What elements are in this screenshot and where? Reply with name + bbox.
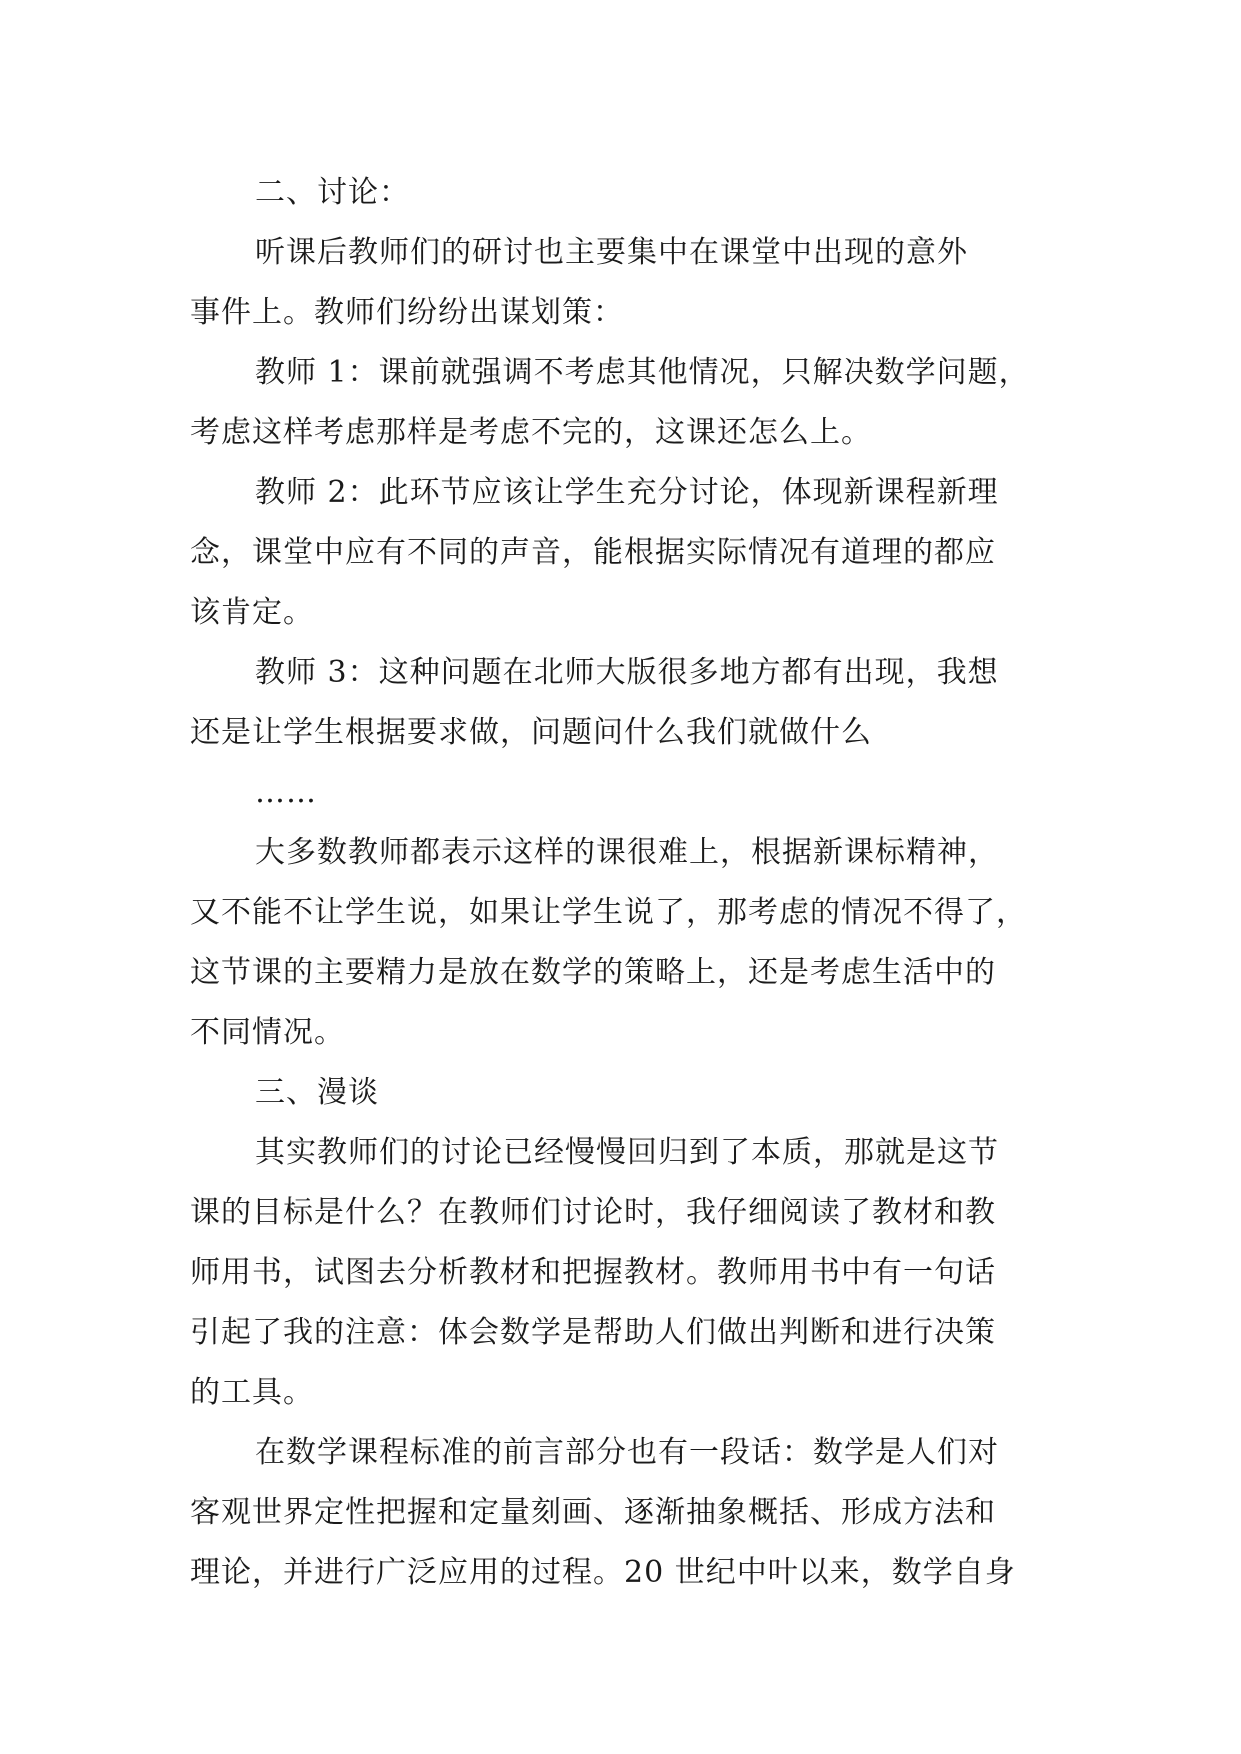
paragraph-line: 其实教师们的讨论已经慢慢回归到了本质，那就是这节	[255, 1135, 999, 1170]
paragraph-line: 的工具。	[190, 1375, 314, 1410]
paragraph-line: 课的目标是什么？在教师们讨论时，我仔细阅读了教材和教	[190, 1195, 996, 1230]
paragraph-line: 师用书，试图去分析教材和把握教材。教师用书中有一句话	[190, 1255, 996, 1290]
paragraph-line: 引起了我的注意：体会数学是帮助人们做出判断和进行决策	[190, 1315, 996, 1350]
paragraph-line: 这节课的主要精力是放在数学的策略上，还是考虑生活中的	[190, 955, 996, 990]
paragraph-line: 念，课堂中应有不同的声音，能根据实际情况有道理的都应	[190, 535, 996, 570]
paragraph-line: 教师 1：课前就强调不考虑其他情况，只解决数学问题，	[255, 355, 1030, 390]
section-heading-talk: 三、漫谈	[255, 1075, 379, 1110]
paragraph-line: 听课后教师们的研讨也主要集中在课堂中出现的意外	[255, 235, 968, 270]
paragraph-line: 客观世界定性把握和定量刻画、逐渐抽象概括、形成方法和	[190, 1495, 996, 1530]
paragraph-line: 教师 3：这种问题在北师大版很多地方都有出现，我想	[255, 655, 999, 690]
paragraph-line: 事件上。教师们纷纷出谋划策：	[190, 295, 624, 330]
ellipsis-line: ……	[255, 775, 317, 810]
document-body	[190, 163, 1050, 1603]
paragraph-line: 该肯定。	[190, 595, 314, 630]
paragraph-line: 又不能不让学生说，如果让学生说了，那考虑的情况不得了，	[190, 895, 1027, 930]
paragraph-line: 还是让学生根据要求做，问题问什么我们就做什么	[190, 715, 872, 750]
paragraph-line: 教师 2：此环节应该让学生充分讨论，体现新课程新理	[255, 475, 999, 510]
paragraph-line: 考虑这样考虑那样是考虑不完的，这课还怎么上。	[190, 415, 872, 450]
paragraph-line: 不同情况。	[190, 1015, 345, 1050]
section-heading-discussion: 二、讨论：	[255, 175, 410, 210]
paragraph-line: 大多数教师都表示这样的课很难上，根据新课标精神，	[255, 835, 999, 870]
paragraph-line: 在数学课程标准的前言部分也有一段话：数学是人们对	[255, 1435, 999, 1470]
paragraph-line: 理论，并进行广泛应用的过程。20 世纪中叶以来，数学自身	[190, 1555, 1016, 1590]
